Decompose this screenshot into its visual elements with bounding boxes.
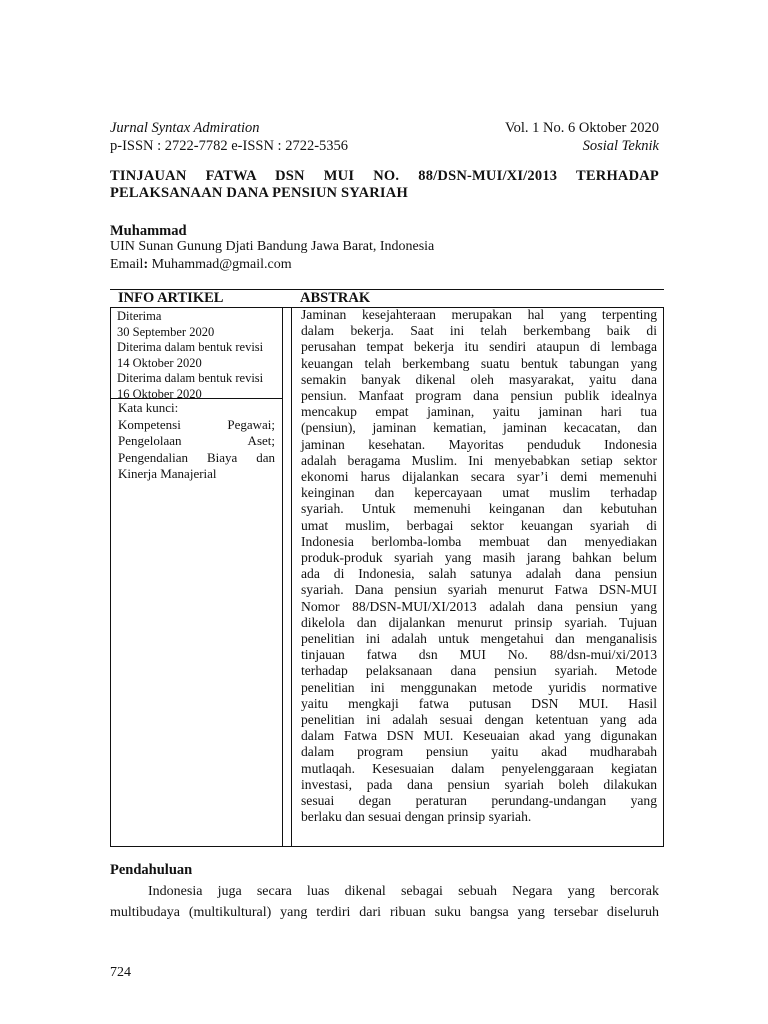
keywords-list <box>118 417 275 483</box>
intro-paragraph <box>110 881 659 923</box>
abstract-line: berlaku dan sesuai dengan prinsip syariah. <box>301 809 532 825</box>
affiliation: UIN Sunan Gunung Djati Bandung Jawa Barat, Indonesia <box>110 239 435 254</box>
paragraph-line: Indonesia juga secara luas dikenal sebagai sebuah Negara yang bercorak <box>148 884 659 899</box>
keyword-line: Pengendalian Biaya dan <box>118 449 275 465</box>
email-colon: : <box>143 257 149 272</box>
article-title <box>110 168 659 202</box>
abstract-line: adalah beragama Muslim. Ini menyebabkan setiap sektor <box>301 452 657 468</box>
abstract-line: semakin banyak dikenal oleh masyarakat, yaitu dana <box>301 371 657 387</box>
abstract-line: pensiun. Manfaat program dana pensiun publik idealnya <box>301 388 657 404</box>
title-line-1: TINJAUAN FATWA DSN MUI NO. 88/DSN-MUI/XI/2013 TERHADAP <box>110 168 659 184</box>
abstract-line: sesuai degan peraturan perundang-undangan yang <box>301 793 657 809</box>
author-name: Muhammad <box>110 223 187 239</box>
history-line: Diterima <box>117 309 162 323</box>
abstract-line: tinjauan fatwa dsn MUI No. 88/dsn-mui/xi/2013 <box>301 647 657 663</box>
abstract-line: dikelola dan dijalankan menurut prinsip syariah. Tujuan <box>301 614 657 630</box>
abstract-line: jaminan kesehatan. Mayoritas penduduk Indonesia <box>301 436 657 452</box>
keyword-line: Kinerja Manajerial <box>118 466 217 481</box>
abstract-line: Jaminan kesejahteraan merupakan hal yang terpenting <box>301 307 657 322</box>
email-label: Email <box>110 257 144 272</box>
abstract-line: keuangan telah berkembang suatu bentuk tabungan yang <box>301 355 657 371</box>
email-address: Muhammad@gmail.com <box>148 257 292 272</box>
keyword-line: Pengelolaan Aset; <box>118 433 275 448</box>
history-line: 30 September 2020 <box>117 324 215 339</box>
volume-info: Vol. 1 No. 6 Oktober 2020 <box>505 120 659 136</box>
abstract-line: ada di Indonesia, salah satunya adalah dana pensiun <box>301 566 657 582</box>
abstrak-heading: ABSTRAK <box>300 290 371 306</box>
title-line-2: PELAKSANAAN DANA PENSIUN SYARIAH <box>110 185 408 201</box>
info-artikel-heading: INFO ARTIKEL <box>118 290 224 306</box>
history-line: 16 Oktober 2020 <box>117 386 202 401</box>
journal-name: Jurnal Syntax Admiration <box>110 120 260 136</box>
keywords-label: Kata kunci: <box>118 400 179 415</box>
abstract-line: penelitian ini adalah sesuai dengan ketentuan yang ada <box>301 712 657 728</box>
abstract-line: syariah. Untuk memenuhi keinganan dan kebutuhan <box>301 501 657 517</box>
abstract-line: penelitian ini menggunakan metode yuridis normative <box>301 679 657 695</box>
section-name: Sosial Teknik <box>582 138 659 154</box>
abstract-line: syariah. Dana pensiun syariah menurut Fatwa DSN-MUI <box>301 582 657 598</box>
abstract-line: (pensiun), jaminan kematian, jaminan kecacatan, dan <box>301 420 657 436</box>
abstract-line: perusahan tempat bekerja itu sendiri ataupun di lembaga <box>301 339 657 355</box>
section-heading-pendahuluan: Pendahuluan <box>110 862 193 878</box>
keywords-cell <box>110 399 283 846</box>
abstract-line: mencakup empat jaminan, yaitu jaminan hari tua <box>301 404 657 420</box>
history-line: Diterima dalam bentuk revisi <box>117 371 264 385</box>
abstract-line: produk-produk syariah yang masih jarang bahkan belum <box>301 550 657 566</box>
email-line <box>110 256 434 274</box>
abstract-line: dalam bekerja. Saat ini telah berkembang baik di <box>301 323 657 339</box>
abstract-line: mutlaqah. Kesesuaian dalam penyelenggaraan kegiatan <box>301 760 657 776</box>
page-number: 724 <box>110 965 131 980</box>
history-line: 14 Oktober 2020 <box>117 355 202 370</box>
paragraph-line: multibudaya (multikultural) yang terdiri dari ribuan suku bangsa yang tersebar diseluruh <box>110 905 659 920</box>
abstract-line: dalam Fatwa DSN MUI. Keseuaian akad yang digunakan <box>301 728 657 744</box>
abstract-line: ekonomi harus dijalankan secara syar’i demi memenuhi <box>301 469 657 485</box>
abstract-text <box>291 307 664 846</box>
abstract-line: penelitian ini adalah untuk mengetahui dan menganalisis <box>301 631 657 647</box>
abstract-line: dalam program pensiun yaitu akad mudharabah <box>301 744 657 760</box>
abstract-line: Nomor 88/DSN-MUI/XI/2013 adalah dana pensiun yang <box>301 598 657 614</box>
table-bottom-rule <box>110 846 664 847</box>
history-line: Diterima dalam bentuk revisi <box>117 340 264 354</box>
abstract-line: terhadap pelaksanaan dana pensiun syariah. Metode <box>301 663 657 679</box>
keyword-line: Kompetensi Pegawai; <box>118 416 275 432</box>
abstract-line: yaitu mengkaji fatwa putusan DSN MUI. Hasil <box>301 695 657 711</box>
issn-info: p-ISSN : 2722-7782 e-ISSN : 2722-5356 <box>110 138 349 154</box>
abstract-line: keinginan dan kepercayaan umat muslim terhadap <box>301 485 657 501</box>
abstract-line: investasi, pada dana pensiun syariah boleh dilakukan <box>301 776 657 792</box>
abstract-line: Indonesia berlomba-lomba membuat dan menyediakan <box>301 533 657 549</box>
abstract-line: umat muslim, berbagai sektor keuangan syariah di <box>301 517 657 533</box>
article-history <box>110 307 283 399</box>
author-affiliation-block <box>110 238 434 274</box>
